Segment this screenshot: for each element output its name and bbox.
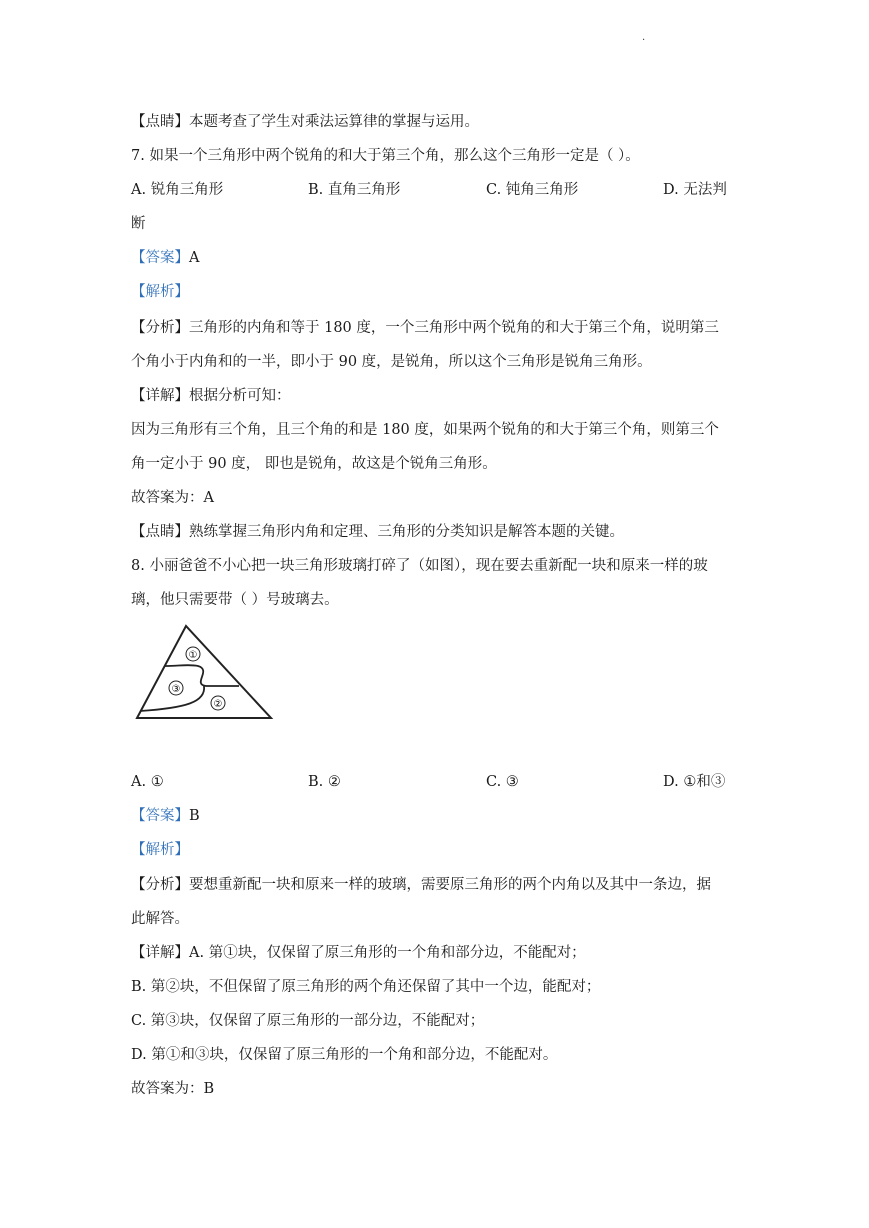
text: B	[189, 808, 200, 824]
crack-line-upper	[165, 665, 239, 686]
fenxi-8-a	[131, 875, 711, 895]
xiangjie-8-c: C. 第③块，仅保留了原三角形的一部分边，不能配对；	[131, 1013, 485, 1029]
question-8-a: 8. 小丽爸爸不小心把一块三角形玻璃打碎了（如图），现在要去重新配一块和原来一样的玻	[131, 558, 708, 574]
q8-option-a: A. ①	[131, 774, 164, 790]
tag: 【分析】	[131, 877, 189, 893]
xiangjie-7-a: 因为三角形有三个角，且三个角的和是 180 度，如果两个锐角的和大于第三个角，则第三个	[131, 422, 719, 438]
text: 本题考查了学生对乘法运算律的掌握与运用。	[189, 114, 479, 130]
header-dot: .	[642, 32, 646, 43]
piece-1-label: ①	[188, 650, 198, 661]
tag: 【分析】	[131, 320, 189, 336]
fenxi-7-a	[131, 318, 719, 338]
text: 熟练掌握三角形内角和定理、三角形的分类知识是解答本题的关键。	[189, 524, 624, 540]
text: A. 第①块，仅保留了原三角形的一个角和部分边，不能配对；	[189, 945, 586, 961]
text: 要想重新配一块和原来一样的玻璃，需要原三角形的两个内角以及其中一条边，据	[189, 877, 711, 893]
tag: 【详解】	[131, 388, 189, 404]
q7-option-wrap: 断	[131, 216, 146, 232]
q7-option-a: A. 锐角三角形	[131, 182, 224, 198]
q8-option-b: B. ②	[308, 774, 341, 790]
question-8-b: 璃，他只需要带（ ）号玻璃去。	[131, 592, 339, 608]
dianjing-7	[131, 522, 624, 542]
xiangjie-7	[131, 386, 291, 406]
text: 根据分析可知：	[189, 388, 291, 404]
tag: 【点睛】	[131, 524, 189, 540]
tag: 【答案】	[131, 808, 189, 824]
tag: 【点睛】	[131, 114, 189, 130]
answer-8	[131, 806, 200, 826]
xiangjie-8-b: B. 第②块，不但保留了原三角形的两个角还保留了其中一个边，能配对；	[131, 979, 601, 995]
text: 三角形的内角和等于 180 度，一个三角形中两个锐角的和大于第三个角，说明第三	[189, 320, 719, 336]
analysis-7-tag: 【解析】	[131, 284, 189, 300]
q8-option-d: D. ①和③	[663, 774, 726, 790]
note-line	[131, 112, 479, 132]
text: A	[189, 250, 200, 266]
final-answer-8: 故答案为：B	[131, 1081, 215, 1097]
q7-option-b: B. 直角三角形	[308, 182, 401, 198]
q8-option-c: C. ③	[486, 774, 519, 790]
tag: 【答案】	[131, 250, 189, 266]
analysis-8-tag: 【解析】	[131, 842, 189, 858]
piece-2-label: ②	[213, 699, 223, 710]
broken-triangle-figure	[134, 622, 276, 722]
question-7: 7. 如果一个三角形中两个锐角的和大于第三个角，那么这个三角形一定是（ ）。	[131, 148, 640, 164]
xiangjie-8-d: D. 第①和③块，仅保留了原三角形的一个角和部分边，不能配对。	[131, 1047, 558, 1063]
fenxi-8-b: 此解答。	[131, 911, 189, 927]
q7-option-d: D. 无法判	[663, 182, 727, 198]
q7-option-c: C. 钝角三角形	[486, 182, 579, 198]
xiangjie-7-b: 角一定小于 90 度， 即也是锐角，故这是个锐角三角形。	[131, 456, 497, 472]
answer-7	[131, 248, 199, 268]
piece-3-label: ③	[171, 684, 181, 695]
tag: 【详解】	[131, 945, 189, 961]
xiangjie-8-a	[131, 943, 586, 963]
fenxi-7-b: 个角小于内角和的一半，即小于 90 度，是锐角，所以这个三角形是锐角三角形。	[131, 354, 652, 370]
final-answer-7: 故答案为：A	[131, 490, 214, 506]
